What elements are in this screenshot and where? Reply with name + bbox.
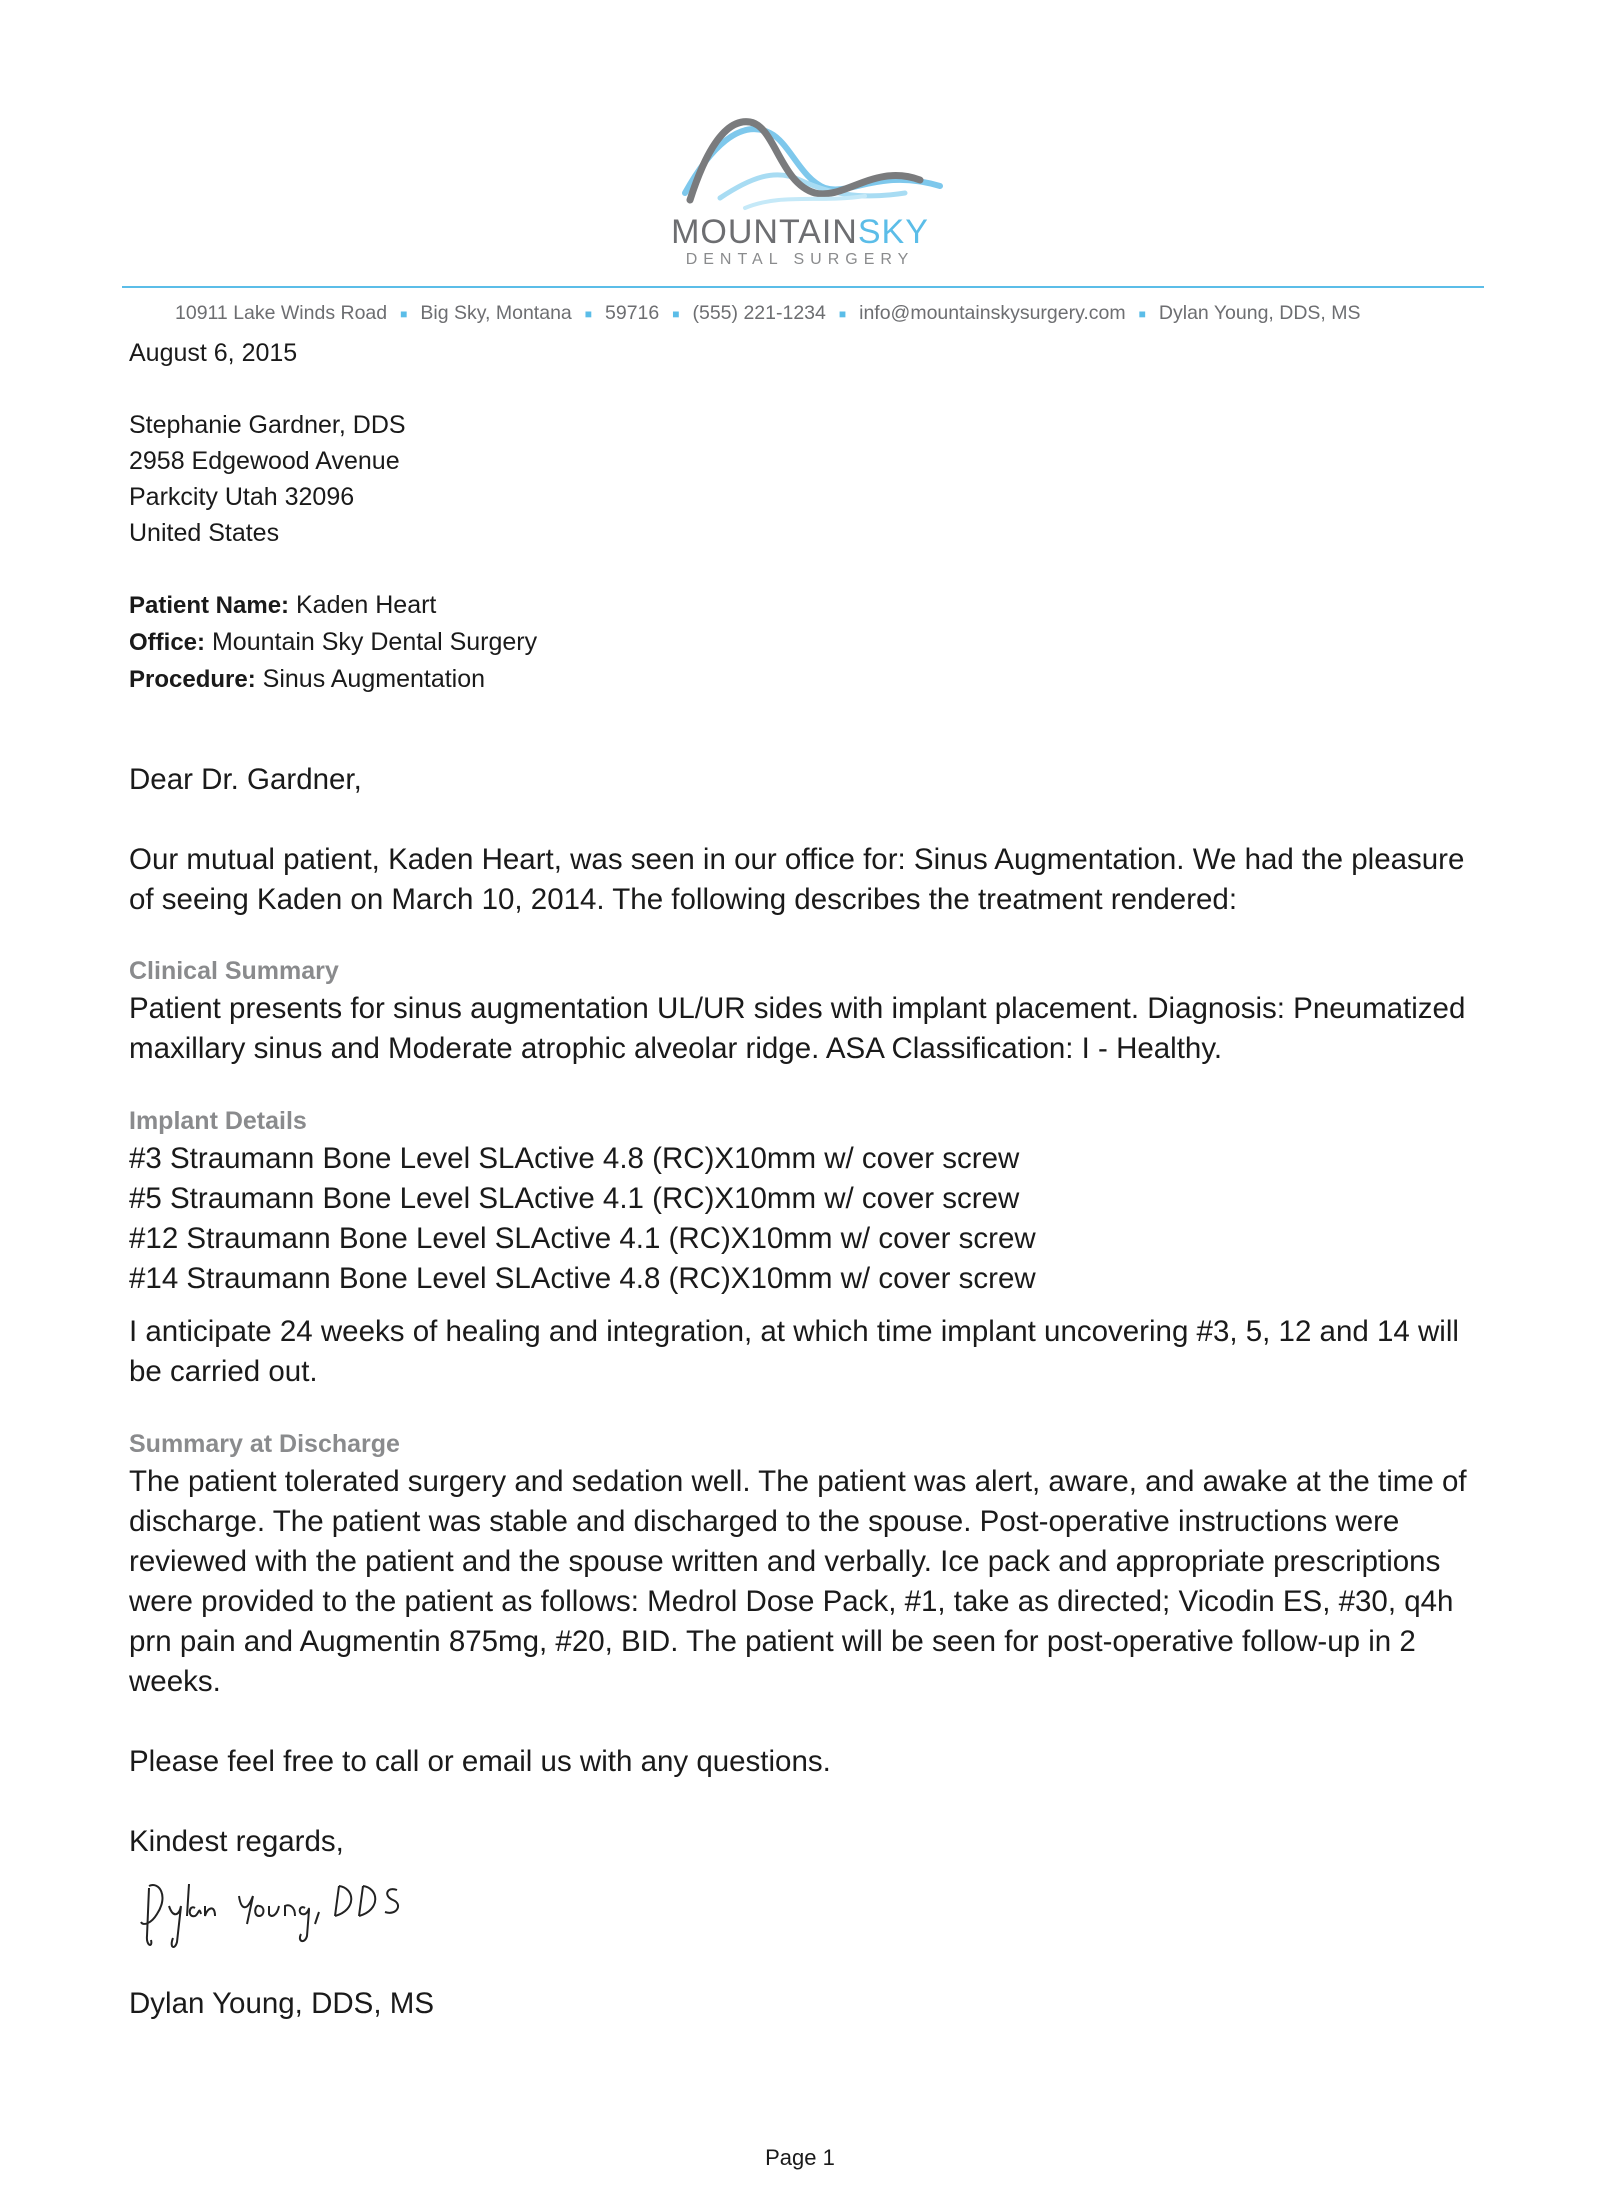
meta-value: Mountain Sky Dental Surgery: [211, 628, 538, 656]
handwritten-signature: [129, 1866, 449, 1958]
closing-phrase: Kindest regards,: [129, 1825, 344, 1858]
recipient-city: Parkcity Utah 32096: [129, 483, 355, 511]
brand-name-part1: MOUNTAIN: [671, 213, 858, 251]
recipient-country: United States: [129, 519, 280, 547]
meta-label: Office:: [129, 629, 206, 656]
closing-note: Please feel free to call or email us with any questions.: [129, 1745, 831, 1778]
case-meta: [129, 587, 1489, 698]
meta-label: Procedure:: [129, 666, 256, 693]
separator-dot-icon: ■: [1138, 306, 1146, 321]
brand-subtitle: DENTAL SURGERY: [685, 251, 915, 268]
signature: [129, 1866, 1489, 1958]
contact-line: [175, 298, 1475, 328]
separator-dot-icon: ■: [584, 306, 593, 321]
clinical-summary-text: Patient presents for sinus augmentation UL/UR sides with implant placement. Diagnosis: Pneumatized maxillary sinus and Moderate atrophic alveolar ridge. ASA Classification: I - Healthy.: [129, 992, 1466, 1065]
recipient-name: Stephanie Gardner, DDS: [129, 411, 406, 439]
separator-dot-icon: ■: [400, 306, 408, 321]
brand-name: [0, 212, 1600, 252]
discharge-text: The patient tolerated surgery and sedation well. The patient was alert, aware, and awake at the time of discharge. The patient was stable and discharged to the spouse. Post-operative instructions were reviewed with the patient and the spouse written and verbally. Ice pack and appropriate prescriptions were provided to the patient as follows: Medrol Dose Pack, #1, take as directed; Vicodin ES, #30, q4h prn pain and Augmentin 875mg, #20, BID. The patient will be seen for post-operative follow-up in 2 weeks.: [129, 1465, 1467, 1698]
separator-dot-icon: ■: [838, 306, 847, 321]
implant-item: #5 Straumann Bone Level SLActive 4.1 (RC)X10mm w/ cover screw: [129, 1182, 1020, 1215]
contact-doctor: Dylan Young, DDS, MS: [1158, 302, 1361, 324]
healing-note: I anticipate 24 weeks of healing and integration, at which time implant uncovering #3, 5, 12 and 14 will be carried out.: [129, 1315, 1459, 1388]
letter-date: August 6, 2015: [129, 339, 298, 367]
signer-name: Dylan Young, DDS, MS: [129, 1987, 434, 2020]
implant-item: #3 Straumann Bone Level SLActive 4.8 (RC)X10mm w/ cover screw: [129, 1142, 1020, 1175]
meta-value: Sinus Augmentation: [262, 665, 486, 693]
mountain-logo-icon: [650, 108, 950, 218]
contact-address: 10911 Lake Winds Road: [175, 302, 388, 324]
meta-office: [129, 624, 1489, 661]
meta-procedure: [129, 661, 1489, 698]
meta-label: Patient Name:: [129, 592, 290, 619]
contact-zip: 59716: [605, 302, 660, 324]
recipient-street: 2958 Edgewood Avenue: [129, 447, 400, 475]
page-number: Page 1: [765, 2145, 835, 2170]
implant-item: #12 Straumann Bone Level SLActive 4.1 (RC)X10mm w/ cover screw: [129, 1222, 1036, 1255]
intro-paragraph: Our mutual patient, Kaden Heart, was seen in our office for: Sinus Augmentation. We had the pleasure of seeing Kaden on March 10, 2014. The following describes the treatment rendered:: [129, 843, 1465, 916]
implant-details-heading: Implant Details: [129, 1107, 307, 1135]
implant-item: #14 Straumann Bone Level SLActive 4.8 (RC)X10mm w/ cover screw: [129, 1262, 1036, 1295]
contact-phone: (555) 221-1234: [692, 302, 826, 324]
letter-body: [129, 335, 1489, 2024]
separator-dot-icon: ■: [672, 306, 680, 321]
brand-name-part2: SKY: [857, 213, 929, 251]
contact-city: Big Sky, Montana: [420, 302, 572, 324]
meta-value: Kaden Heart: [296, 591, 437, 619]
implant-list: [129, 1139, 1489, 1299]
discharge-heading: Summary at Discharge: [129, 1430, 400, 1458]
meta-patient: [129, 587, 1489, 624]
letterhead: [0, 0, 1600, 330]
clinical-summary-heading: Clinical Summary: [129, 957, 339, 985]
salutation: Dear Dr. Gardner,: [129, 763, 362, 796]
letterhead-divider: [122, 286, 1484, 288]
contact-email: info@mountainskysurgery.com: [859, 302, 1126, 324]
recipient-block: [129, 407, 1489, 551]
